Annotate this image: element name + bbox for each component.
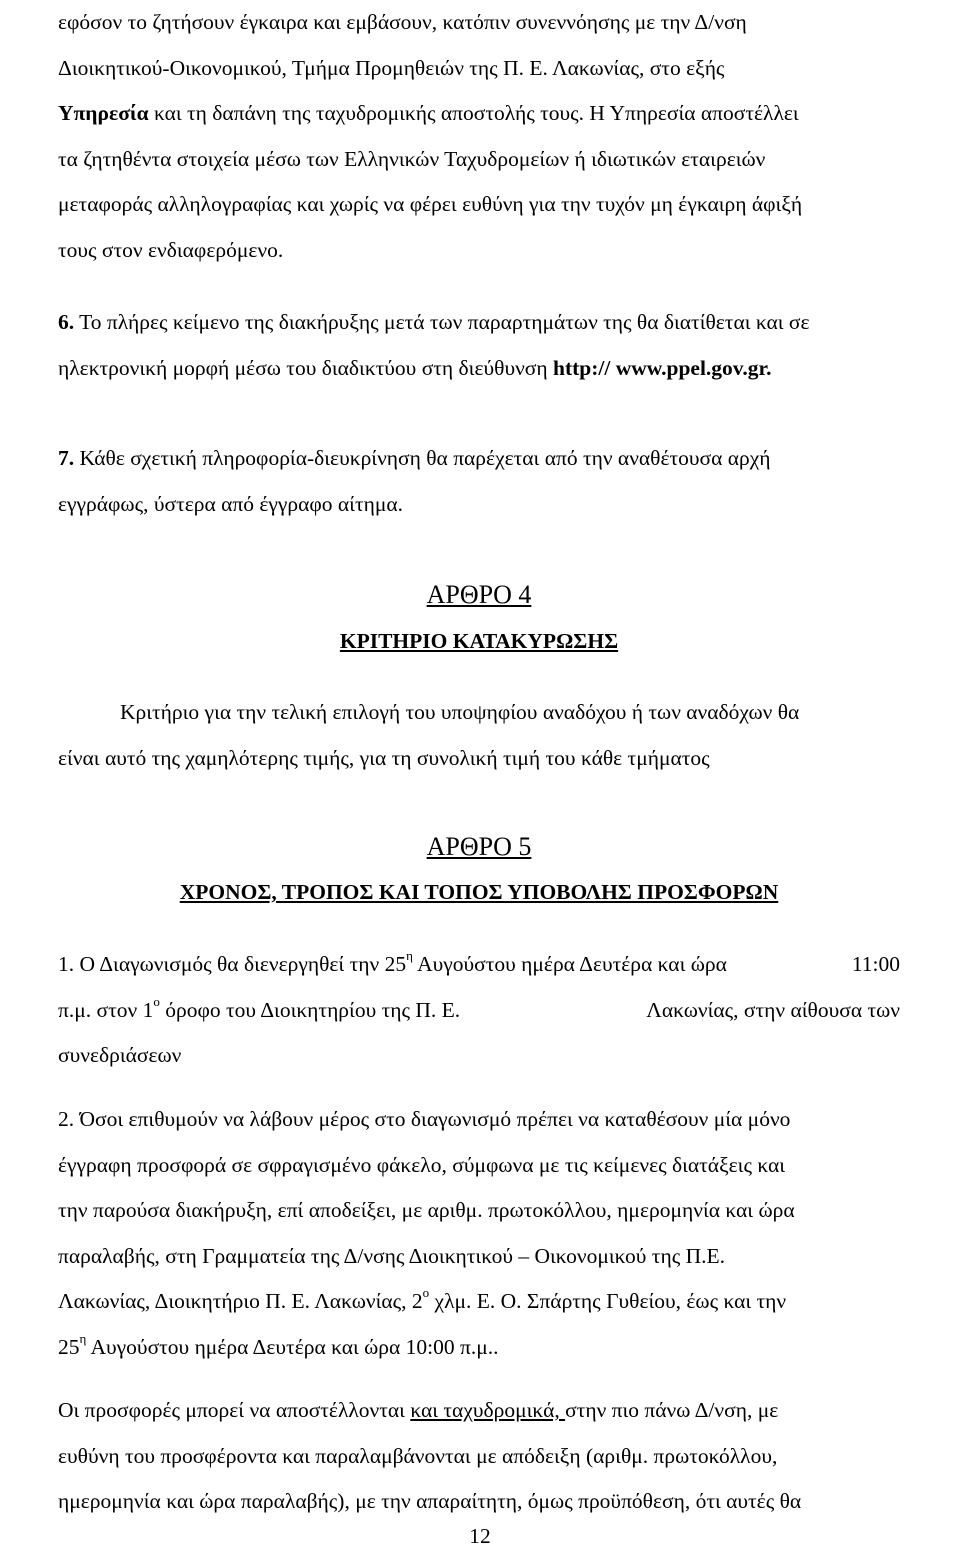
item-number: 6. xyxy=(58,310,75,334)
text-line xyxy=(58,988,900,1034)
text-span: 25 xyxy=(58,1334,80,1359)
bold-term: Υπηρεσία xyxy=(58,101,149,126)
text-span: όροφο του Διοικητηρίου της Π. Ε. xyxy=(159,997,461,1022)
text-span: και τη δαπάνη της ταχυδρομικής αποστολής τους. Η Υπηρεσία αποστέλλει xyxy=(148,101,799,126)
text-span: 2. Όσοι επιθυμούν να λάβουν μέρος στο διαγωνισμό πρέπει να καταθέσουν μία μόνο xyxy=(58,1107,791,1131)
text-line xyxy=(58,1033,900,1079)
text-line xyxy=(58,300,900,346)
text-line xyxy=(58,942,900,988)
time-value: 11:00 xyxy=(851,952,900,976)
text-line xyxy=(58,436,900,482)
text-span: Κάθε σχετική πληροφορία-διευκρίνηση θα παρέχεται από την αναθέτουσα αρχή xyxy=(74,446,771,470)
text-span: Οι προσφορές μπορεί να αποστέλλονται xyxy=(58,1398,411,1422)
text-line xyxy=(58,736,900,782)
text-span: Αυγούστου ημέρα Δευτέρα και ώρα 10:00 π.μ.. xyxy=(86,1334,499,1359)
article-5-postal-note xyxy=(58,1388,900,1525)
text-span: Κριτήριο για την τελική επιλογή του υποψηφίου αναδόχου ή των αναδόχων θα xyxy=(120,700,800,724)
text-line xyxy=(58,182,900,228)
text-line xyxy=(58,482,900,528)
text-span xyxy=(58,988,460,1034)
text-span: Το πλήρες κείμενο της διακήρυξης μετά των παραρτημάτων της θα διατίθεται και σε xyxy=(74,310,810,334)
text-span: έγγραφη προσφορά σε σφραγισμένο φάκελο, σύμφωνα με τις κείμενες διατάξεις και xyxy=(58,1152,786,1177)
text-line xyxy=(58,1479,900,1525)
item-number: 7. xyxy=(58,446,75,470)
superscript: η xyxy=(79,1330,87,1346)
text-span: ηλεκτρονική μορφή μέσω του διαδικτύου στη διεύθυνση xyxy=(58,355,554,380)
text-span xyxy=(58,942,727,988)
text-span: Λακωνίας, Διοικητήριο Π. Ε. Λακωνίας, 2 xyxy=(58,1289,423,1314)
article-5-item-1 xyxy=(58,942,900,1079)
text-span: τους στον ενδιαφερόμενο. xyxy=(58,237,284,262)
text-line xyxy=(58,137,900,183)
text-line xyxy=(58,1143,900,1189)
text-line xyxy=(58,1388,900,1434)
text-span: χλμ. Ε. Ο. Σπάρτης Γυθείου, έως και την xyxy=(429,1289,787,1314)
text-span: Αυγούστου ημέρα Δευτέρα και ώρα xyxy=(412,952,727,976)
text-span: ευθύνη του προσφέροντα και παραλαμβάνονται με απόδειξη (αριθμ. πρωτοκόλλου, xyxy=(58,1443,778,1468)
underlined-text: και ταχυδρομικά, xyxy=(410,1398,566,1422)
text-span: Λακωνίας, στην αίθουσα των xyxy=(646,997,900,1022)
page-number: 12 xyxy=(469,1524,491,1548)
article-5-subheading xyxy=(58,870,900,916)
text-span: εφόσον το ζητήσουν έγκαιρα και εμβάσουν, κατόπιν συνεννόησης με την Δ/νση xyxy=(58,10,747,34)
text-span: παραλαβής, στη Γραμματεία της Δ/νσης Διοικητικού – Οικονομικού της Π.Ε. xyxy=(58,1243,725,1268)
article-5-heading xyxy=(58,824,900,870)
website-link[interactable]: http:// www.ppel.gov.gr. xyxy=(553,355,772,380)
article-4-heading xyxy=(58,572,900,618)
article-4-body xyxy=(58,690,900,781)
text-line xyxy=(58,346,900,392)
text-line xyxy=(58,228,900,274)
text-line xyxy=(58,0,900,46)
text-span: είναι αυτό της χαμηλότερης τιμής, για τη συνολική τιμή του κάθε τμήματος xyxy=(58,745,710,770)
superscript: ο xyxy=(153,993,160,1009)
text-line xyxy=(58,1434,900,1480)
text-span: συνεδριάσεων xyxy=(58,1043,182,1068)
text-span: 1. Ο Διαγωνισμός θα διενεργηθεί την 25 xyxy=(58,952,407,976)
text-span: την παρούσα διακήρυξη, επί αποδείξει, με αριθμ. πρωτοκόλλου, ημερομηνία και ώρα xyxy=(58,1198,795,1223)
text-span: εγγράφως, ύστερα από έγγραφο αίτημα. xyxy=(58,491,404,516)
paragraph-7 xyxy=(58,436,900,527)
text-span: ημερομηνία και ώρα παραλαβής), με την απαραίτητη, όμως προϋπόθεση, ότι αυτές θα xyxy=(58,1489,802,1514)
article-5-item-2 xyxy=(58,1097,900,1371)
text-line xyxy=(58,1279,900,1325)
article-4-subheading xyxy=(58,619,900,665)
text-line xyxy=(58,1325,900,1371)
article-subtitle: ΚΡΙΤΗΡΙΟ ΚΑΤΑΚΥΡΩΣΗΣ xyxy=(339,629,619,653)
text-line xyxy=(58,1097,900,1143)
text-span: μεταφοράς αλληλογραφίας και χωρίς να φέρει ευθύνη για την τυχόν μη έγκαιρη άφιξή xyxy=(58,192,803,217)
superscript: ο xyxy=(422,1285,430,1301)
text-span: τα ζητηθέντα στοιχεία μέσω των Ελληνικών Ταχυδρομείων ή ιδιωτικών εταιρειών xyxy=(58,146,766,171)
paragraph-continuation xyxy=(58,0,900,274)
text-line xyxy=(58,46,900,92)
text-span: στην πιο πάνω Δ/νση, με xyxy=(565,1398,779,1422)
text-line xyxy=(58,690,900,736)
article-subtitle: ΧΡΟΝΟΣ, ΤΡΟΠΟΣ ΚΑΙ ΤΟΠΟΣ ΥΠΟΒΟΛΗΣ ΠΡΟΣΦΟΡΩΝ xyxy=(179,880,779,904)
article-title: ΑΡΘΡΟ 4 xyxy=(426,580,532,609)
superscript: η xyxy=(406,948,413,963)
text-span: Διοικητικού-Οικονομικού, Τμήμα Προμηθειών της Π. Ε. Λακωνίας, στο εξής xyxy=(58,55,725,80)
text-line xyxy=(58,1188,900,1234)
text-line xyxy=(58,1234,900,1280)
text-line xyxy=(58,91,900,137)
text-span: π.μ. στον 1 xyxy=(58,997,154,1022)
paragraph-6 xyxy=(58,300,900,391)
article-title: ΑΡΘΡΟ 5 xyxy=(426,832,532,861)
